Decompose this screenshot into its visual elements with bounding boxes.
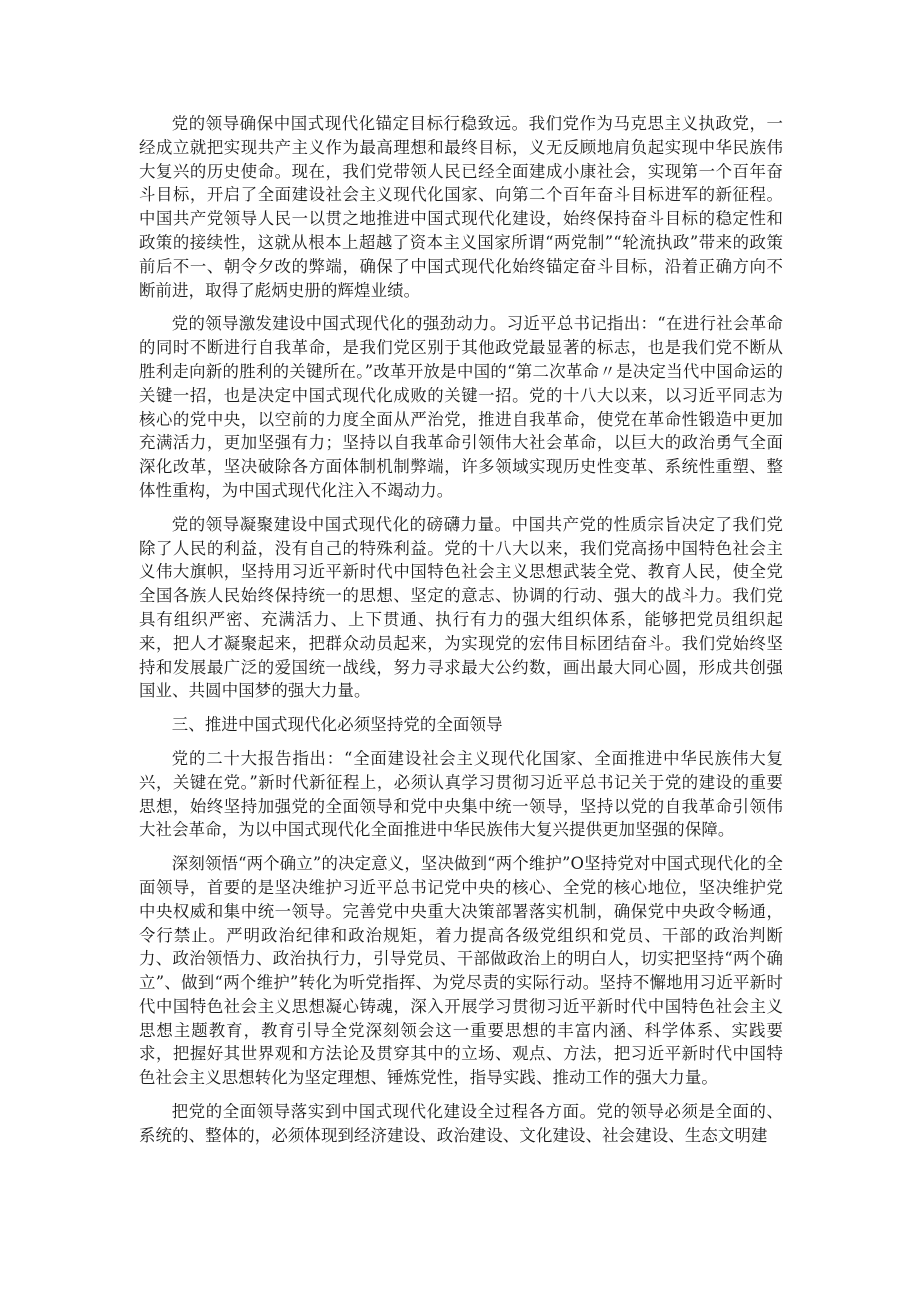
paragraph-two-establishes: 深刻领悟“两个确立”的决定意义，坚决做到“两个维护”O坚持党对中国式现代化的全面领导，首要的是坚决维护习近平总书记党中央的核心、全党的核心地位，坚决维护党中央权威和集中统一领导。完善党中央重大决策部署落实机制，确保党中央政令畅通，令行禁止。严明政治纪律和政治规矩，着力提高各级党组织和党员、干部的政治判断力、政治领悟力、政治执行力，引导党员、干部做政治上的明白人，切实把坚持“两个确立”、做到“两个维护”转化为听党指挥、为党尽责的实际行动。坚持不懈地用习近平新时代中国特色社会主义思想凝心铸魂，深入开展学习贯彻习近平新时代中国特色社会主义思想主题教育，教育引导全党深刻领会这一重要思想的丰富内涵、科学体系、实践要求，把握好其世界观和方法论及贯穿其中的立场、观点、方法，把习近平新时代中国特色社会主义思想转化为坚定理想、锤炼党性，指导实践、推动工作的强大力量。 xyxy=(139,854,783,1088)
paragraph-comprehensive-leadership: 把党的全面领导落实到中国式现代化建设全过程各方面。党的领导必须是全面的、系统的、整体的，必须体现到经济建设、政治建设、文化建设、社会建设、生态文明建 xyxy=(139,1102,783,1145)
paragraph-party-leadership-goals: 党的领导确保中国式现代化锚定目标行稳致远。我们党作为马克思主义执政党，一经成立就把实现共产主义作为最高理想和最终目标，义无反顾地肩负起实现中华民族伟大复兴的历史使命。现在，我们党带领人民已经全面建成小康社会，实现第一个百年奋斗目标，开启了全面建设社会主义现代化国家、向第二个百年奋斗目标进军的新征程。中国共产党领导人民一以贯之地推进中国式现代化建设，始终保持奋斗目标的稳定性和政策的接续性，这就从根本上超越了资本主义国家所谓“两党制”“轮流执政”带来的政策前后不一、朝令夕改的弊端，确保了中国式现代化始终锚定奋斗目标，沿着正确方向不断前进，取得了彪炳史册的辉煌业绩。 xyxy=(139,114,783,300)
document-body xyxy=(139,112,783,1158)
paragraph-party-leadership-momentum: 党的领导激发建设中国式现代化的强劲动力。习近平总书记指出：“在进行社会革命的同时不断进行自我革命，是我们党区别于其他政党最显著的标志，也是我们党不断从胜利走向新的胜利的关键所在。”改革开放是中国的“第二次革命〃是决定当代中国命运的关键一招，也是决定中国式现代化成败的关键一招。党的十八大以来，以习近平同志为核心的党中央，以空前的力度全面从严治党，推进自我革命，使党在革命性锻造中更加充满活力，更加坚强有力；坚持以自我革命引领伟大社会革命，以巨大的政治勇气全面深化改革，坚决破除各方面体制机制弊端，许多领域实现历史性变革、系统性重塑、整体性重构，为中国式现代化注入不竭动力。 xyxy=(139,314,783,500)
paragraph-party-leadership-strength: 党的领导凝聚建设中国式现代化的磅礴力量。中国共产党的性质宗旨决定了我们党除了人民的利益，没有自己的特殊利益。党的十八大以来，我们党高扬中国特色社会主义伟大旗帜，坚持用习近平新时代中国特色社会主义思想武装全党、教育人民，使全党全国各族人民始终保持统一的思想、坚定的意志、协调的行动、强大的战斗力。我们党具有组织严密、充满活力、上下贯通、执行有力的强大组织体系，能够把党员组织起来，把人才凝聚起来，把群众动员起来，为实现党的宏伟目标团结奋斗。我们党始终坚持和发展最广泛的爱国统一战线，努力寻求最大公约数，画出最大同心圆，形成共创强国业、共圆中国梦的强大力量。 xyxy=(139,514,783,701)
paragraph-twentieth-congress: 党的二十大报告指出：“全面建设社会主义现代化国家、全面推进中华民族伟大复兴，关键在党。”新时代新征程上，必须认真学习贯彻习近平总书记关于党的建设的重要思想，始终坚持加强党的全面领导和党中央集中统一领导，坚持以党的自我革命引领伟大社会革命，为以中国式现代化全面推进中华民族伟大复兴提供更加坚强的保障。 xyxy=(139,748,783,840)
section-heading: 三、推进中国式现代化必须坚持党的全面领导 xyxy=(171,715,503,735)
